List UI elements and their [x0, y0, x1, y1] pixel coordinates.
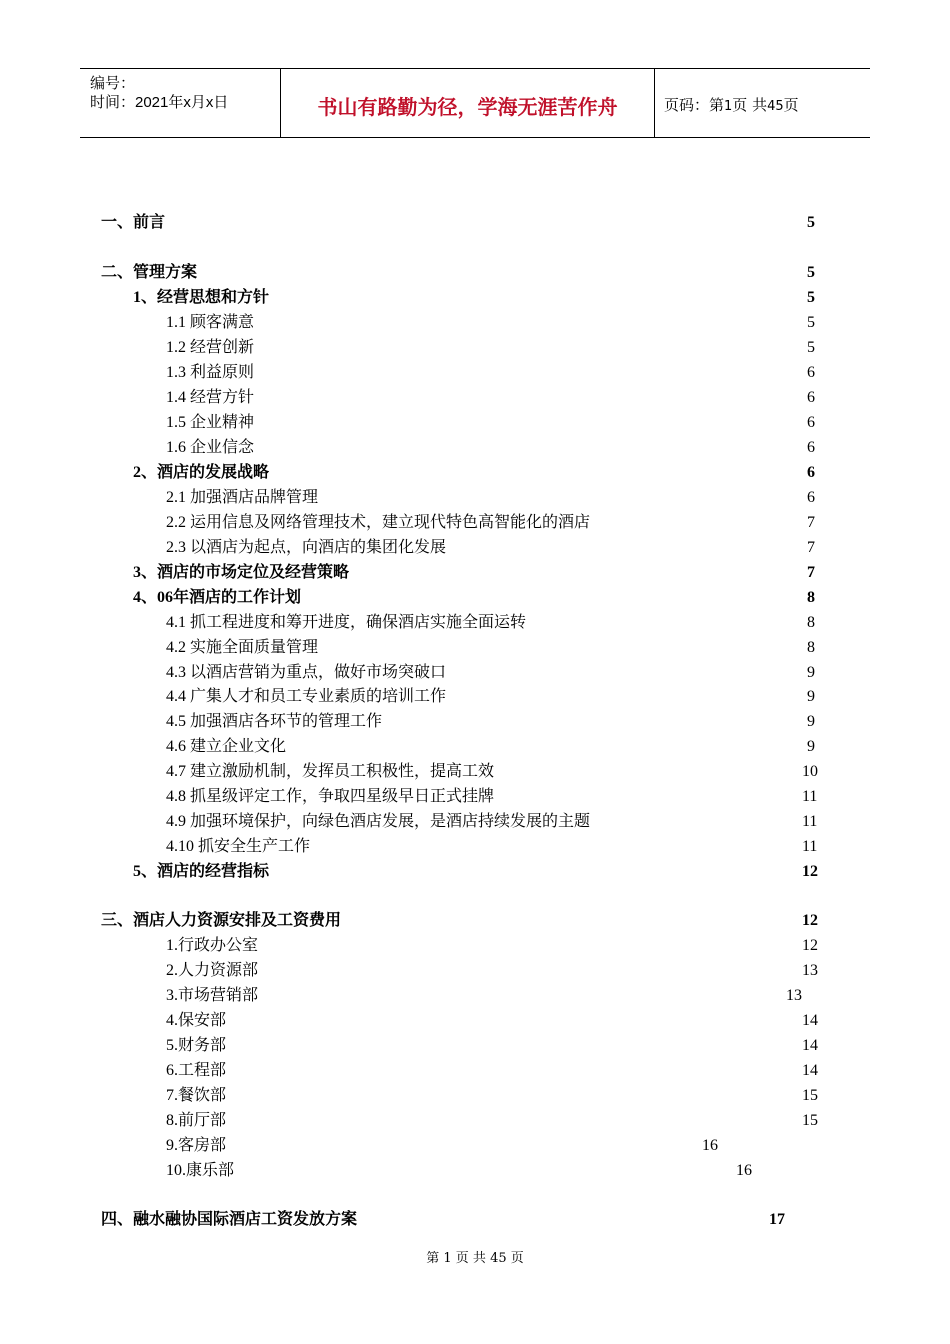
- toc-entry-title: 4.10 抓安全生产工作: [166, 838, 311, 855]
- header-page-prefix: 页码：第: [664, 96, 725, 114]
- toc-entry-title: 一、前言: [101, 214, 166, 231]
- toc-entry[interactable]: [166, 1035, 832, 1057]
- toc-entry-title: 4.保安部: [166, 1012, 227, 1029]
- toc-entry[interactable]: [166, 337, 837, 359]
- toc-entry-title: 1.6 企业信念: [166, 439, 255, 456]
- toc-entry[interactable]: [166, 1110, 832, 1132]
- toc-entry-title: 10.康乐部: [166, 1162, 235, 1179]
- toc-entry-title: 二、管理方案: [101, 264, 198, 281]
- toc-entry-page: 5: [807, 314, 815, 331]
- header-motto: 书山有路勤为径，学海无涯苦作舟: [317, 95, 618, 119]
- toc-entry-page: 14: [802, 1012, 818, 1029]
- toc-entry-page: 10: [802, 763, 818, 780]
- toc-entry-title: 5、酒店的经营指标: [133, 863, 270, 880]
- header-page-current: 1: [724, 99, 733, 114]
- toc-entry-page: 8: [807, 589, 815, 606]
- toc-entry[interactable]: [101, 910, 832, 932]
- toc-entry-page: 13: [786, 987, 802, 1004]
- toc-entry-page: 12: [802, 937, 818, 954]
- toc-entry-page: 12: [802, 912, 818, 929]
- toc-entry-title: 1.4 经营方针: [166, 389, 255, 406]
- toc-entry-title: 5.财务部: [166, 1037, 227, 1054]
- toc-entry[interactable]: [166, 711, 837, 733]
- document-date: 时间：2021年x月x日: [90, 94, 229, 111]
- toc-entry-title: 7.餐饮部: [166, 1087, 227, 1104]
- toc-entry-title: 2.1 加强酒店品牌管理: [166, 489, 319, 506]
- toc-entry-page: 15: [802, 1112, 818, 1129]
- page-footer: [0, 1247, 950, 1266]
- toc-entry-page: 14: [802, 1062, 818, 1079]
- toc-entry-title: 3.市场营销部: [166, 987, 259, 1004]
- toc-entry-page: 5: [807, 289, 815, 306]
- toc-entry-page: 5: [807, 214, 815, 231]
- toc-entry-page: 16: [702, 1137, 718, 1154]
- toc-entry[interactable]: [166, 761, 832, 783]
- toc-entry[interactable]: [133, 287, 837, 309]
- toc-entry-page: 6: [807, 439, 815, 456]
- toc-entry-page: 15: [802, 1087, 818, 1104]
- toc-entry[interactable]: [166, 362, 837, 384]
- toc-entry[interactable]: [133, 562, 837, 584]
- toc-entry-page: 7: [807, 514, 815, 531]
- toc-entry[interactable]: [166, 1060, 832, 1082]
- toc-entry-title: 4.1 抓工程进度和筹开进度，确保酒店实施全面运转: [166, 614, 527, 631]
- toc-entry[interactable]: [166, 437, 837, 459]
- toc-entry-title: 9.客房部: [166, 1137, 227, 1154]
- toc-entry-title: 4.5 加强酒店各环节的管理工作: [166, 713, 383, 730]
- toc-entry-page: 6: [807, 389, 815, 406]
- document-number-label: 编号：: [90, 75, 136, 92]
- toc-entry[interactable]: [101, 262, 837, 284]
- header-page-middle: 页 共: [732, 96, 768, 114]
- toc-entry-title: 4.3 以酒店营销为重点，做好市场突破口: [166, 664, 447, 681]
- toc-entry-page: 7: [807, 539, 815, 556]
- toc-entry[interactable]: [166, 960, 832, 982]
- toc-entry[interactable]: [166, 487, 837, 509]
- toc-entry-page: 6: [807, 414, 815, 431]
- toc-entry-title: 1.2 经营创新: [166, 339, 255, 356]
- toc-entry-title: 1.3 利益原则: [166, 364, 255, 381]
- toc-entry-page: 6: [807, 364, 815, 381]
- toc-entry[interactable]: [166, 1085, 832, 1107]
- header-page-total: 45: [767, 99, 784, 114]
- toc-entry-page: 8: [807, 639, 815, 656]
- toc-entry-title: 1、经营思想和方针: [133, 289, 270, 306]
- toc-entry[interactable]: [166, 1135, 732, 1157]
- toc-entry-title: 2.3 以酒店为起点，向酒店的集团化发展: [166, 539, 447, 556]
- toc-entry-title: 2、酒店的发展战略: [133, 464, 270, 481]
- toc-entry[interactable]: [101, 212, 837, 234]
- toc-entry-page: 9: [807, 688, 815, 705]
- toc-entry-page: 5: [807, 264, 815, 281]
- toc-entry-page: 11: [802, 838, 818, 855]
- footer-suffix: 页: [510, 1251, 524, 1266]
- toc-entry[interactable]: [166, 686, 837, 708]
- toc-entry-page: 5: [807, 339, 815, 356]
- footer-prefix: 第: [426, 1251, 440, 1266]
- toc-entry-page: 16: [736, 1162, 752, 1179]
- toc-entry-title: 三、酒店人力资源安排及工资费用: [101, 912, 342, 929]
- toc-entry[interactable]: [166, 836, 832, 858]
- toc-entry-title: 4.8 抓星级评定工作，争取四星级早日正式挂牌: [166, 788, 495, 805]
- toc-entry[interactable]: [166, 811, 832, 833]
- toc-entry-title: 四、融水融协国际酒店工资发放方案: [101, 1211, 358, 1228]
- toc-entry-page: 12: [802, 863, 818, 880]
- toc-entry-title: 4.2 实施全面质量管理: [166, 639, 319, 656]
- toc-entry-title: 3、酒店的市场定位及经营策略: [133, 564, 350, 581]
- toc-entry[interactable]: [166, 985, 816, 1007]
- toc-entry-page: 6: [807, 464, 815, 481]
- toc-entry-page: 8: [807, 614, 815, 631]
- toc-entry-page: 13: [802, 962, 818, 979]
- toc-entry-title: 8.前厅部: [166, 1112, 227, 1129]
- toc-entry[interactable]: [166, 512, 837, 534]
- toc-entry-page: 7: [807, 564, 815, 581]
- toc-entry-title: 4.7 建立激励机制，发挥员工积极性，提高工效: [166, 763, 495, 780]
- toc-entry[interactable]: [166, 935, 832, 957]
- toc-entry-page: 9: [807, 713, 815, 730]
- footer-total: 45: [490, 1251, 507, 1266]
- toc-entry[interactable]: [166, 312, 837, 334]
- toc-entry-page: 14: [802, 1037, 818, 1054]
- toc-entry-title: 1.5 企业精神: [166, 414, 255, 431]
- toc-entry[interactable]: [166, 637, 837, 659]
- toc-entry-page: 9: [807, 738, 815, 755]
- toc-entry-page: 6: [807, 489, 815, 506]
- toc-entry[interactable]: [101, 1209, 799, 1231]
- toc-entry[interactable]: [166, 662, 837, 684]
- footer-current: 1: [443, 1251, 452, 1266]
- toc-entry-title: 4.9 加强环境保护，向绿色酒店发展，是酒店持续发展的主题: [166, 813, 591, 830]
- toc-entry[interactable]: [166, 736, 837, 758]
- toc-entry-page: 9: [807, 664, 815, 681]
- toc-entry-page: 11: [802, 788, 818, 805]
- toc-entry[interactable]: [166, 612, 837, 634]
- toc-entry-page: 11: [802, 813, 818, 830]
- toc-entry-title: 6.工程部: [166, 1062, 227, 1079]
- toc-entry-title: 2.人力资源部: [166, 962, 259, 979]
- header-page-suffix: 页: [783, 96, 799, 114]
- toc-entry[interactable]: [133, 861, 832, 883]
- toc-entry[interactable]: [166, 387, 837, 409]
- toc-entry-title: 1.行政办公室: [166, 937, 259, 954]
- toc-entry[interactable]: [166, 786, 832, 808]
- footer-middle: 页 共: [455, 1251, 486, 1266]
- toc-entry[interactable]: [166, 412, 837, 434]
- toc-entry-title: 4.6 建立企业文化: [166, 738, 287, 755]
- toc-entry[interactable]: [133, 587, 837, 609]
- toc-entry-page: 17: [769, 1211, 785, 1228]
- toc-entry-title: 2.2 运用信息及网络管理技术，建立现代特色高智能化的酒店: [166, 514, 591, 531]
- toc-entry[interactable]: [166, 537, 837, 559]
- toc-entry-title: 1.1 顾客满意: [166, 314, 255, 331]
- toc-entry[interactable]: [166, 1160, 766, 1182]
- toc-entry-title: 4、06年酒店的工作计划: [133, 589, 302, 606]
- toc-entry[interactable]: [133, 462, 837, 484]
- toc-entry[interactable]: [166, 1010, 832, 1032]
- toc-entry-title: 4.4 广集人才和员工专业素质的培训工作: [166, 688, 447, 705]
